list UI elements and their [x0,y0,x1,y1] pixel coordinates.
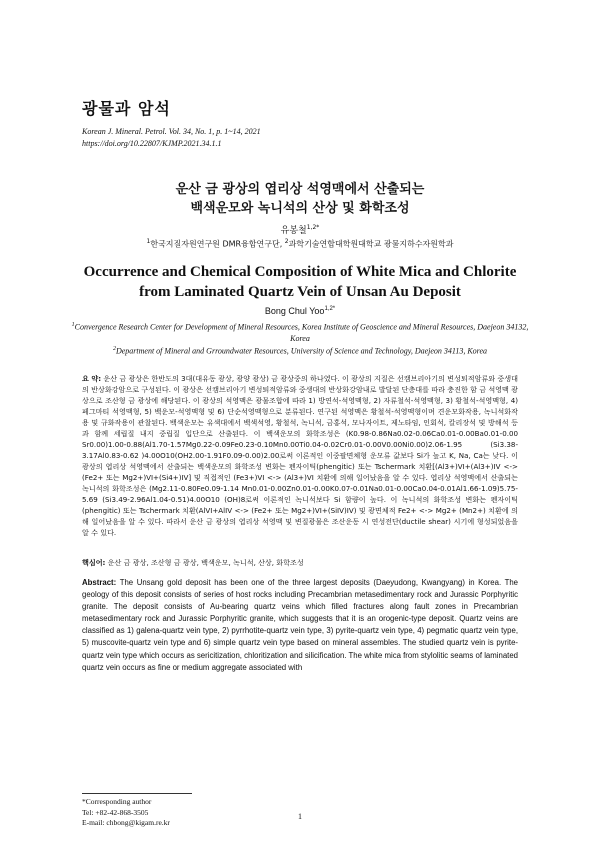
affiliation-english-sup-2: 2 [112,345,116,352]
abstract-korean [82,373,518,538]
author-english-sup: 1,2* [324,306,336,312]
author-korean-sup: 1,2* [306,224,320,231]
footnote-divider [82,793,192,794]
footnote-corresponding: *Corresponding author [82,797,152,806]
keywords-korean-text: 운산 금 광상, 조산형 금 광상, 백색운모, 녹니석, 산상, 화학조성 [107,558,304,567]
author-korean [0,223,600,236]
abstract-korean-label: 요 약: [82,374,102,383]
keywords-korean-label: 핵심어: [82,558,106,567]
affiliation-korean-sup-2: 2 [284,238,289,245]
title-korean [0,180,600,218]
footnote-tel: Tel: +82-42-868-3505 [82,807,149,817]
journal-name: 광물과 암석 [82,99,171,118]
affiliation-english-2: Department of Mineral and Grroundwater Resources, University of Science and Technology, Daejeon 34113, Korea [115,346,488,356]
affiliation-english [70,320,530,356]
title-korean-line-2: 백색운모와 녹니석의 산상 및 화학조성 [190,201,410,216]
abstract-english-text: The Unsang gold deposit has been one of the three largest deposits (Daeyudong, Kwangyang) in Korea. The geology of this deposit consists of series of host rocks including Precambrian metasedimentary rock and Jurassic Porphyritic granite. The deposit consists of Au-bearing quartz veins which filled fractures along fault zones in Precambrian metasedimentary rock and Jurassic Porphyritic granite, which suggests that it is an orogenic-type deposit. Quartz veins are classified as 1) galena-quartz vein type, 2) pyrrhotite-quartz vein type, 3) pyrite-quartz vein type, 4) pegmatic quartz vein type, 5) muscovite-quartz vein type and 6) simple quartz vein type based on mineral assembles. The studied quartz vein is pyrite-quartz vein type which occurs as sericitization, chloritization and silicification. The white mica from stylolitic seams of laminated quartz vein occurs as fine or medium aggregate associated with [82,578,519,672]
title-korean-line-1: 운산 금 광상의 엽리상 석영맥에서 산출되는 [175,182,425,197]
abstract-english [82,577,518,674]
footnote-email[interactable]: E-mail: chbong@kigam.re.kr [82,818,170,827]
affiliation-korean-sup-1: 1 [146,238,151,245]
affiliation-korean-2: 과학기술연합대학원대학교 광물지하수자원학과 [288,239,454,249]
title-english [0,262,600,302]
keywords-korean [82,557,518,568]
affiliation-korean [0,238,600,250]
journal-doi[interactable]: https://doi.org/10.22807/KJMP.2021.34.1.1 [82,139,222,148]
affiliation-english-1-block [70,320,530,344]
page-number: 1 [298,812,302,821]
journal-citation: Korean J. Mineral. Petrol. Vol. 34, No. 1, p. 1~14, 2021 [82,127,261,136]
affiliation-korean-1: 한국지질자원연구원 DMR융합연구단, [150,239,285,249]
journal-citation-block [82,126,261,150]
abstract-korean-text: 운산 금 광상은 한반도의 3대(대유동 광상, 광양 광상) 금 광상중의 하나였다. 이 광상의 지질은 선캠브리아기의 변성퇴적암류와 중생대의 반상화강암으로 구성된다. 이 광상은 선캠브리아기 변성퇴적암류와 중생대의 반상화강암내로 발달된 단층대를 따라 충진한 함 금 석영맥 광상으로 조산형 금 광상에 해당된다. 이 광상의 석영맥은 광물조합에 따라 1) 방연석-석영맥형, 2) 자류철석-석영맥형, 3) 황철석-석영맥형, 4) 페그마티 석영맥형, 5) 백운모-석영맥형 및 6) 단순석영맥형으로 분류된다. 연구된 석영맥은 황철석-석영맥형이며 견운모화작용, 녹니석화작용 및 규화작용이 관찰된다. 백색운모는 유색대에서 백색석영, 황철석, 녹니석, 금홍석, 모나자이트, 제노타임, 인회석, 칼리장석 및 방해석 등과 함께 세립질 내지 중립질 입단으로 산출된다. 이 백색운모의 화학조성은 (K0.98-0.86Na0.02-0.06Ca0.01-0.00Ba0.01-0.00 Sr0.00)1.00-0.88(Al1.70-1.57Mg0.22-0.09Fe0.23-0.10Mn0.00Ti0.04-0.02Cr0.01-0.00V0.00Ni0.00)2.06-1.95 (Si3.38-3.17Al0.83-0.62 )4.00O10(OH2.00-1.91F0.09-0.00)2.00로써 이론적인 이중팔면체형 운모류 값보다 Si가 높고 K, Na, Ca는 낮다. 이 광상의 엽리상 석영맥에서 산출되는 백색운모의 화학조성 변화는 펜자이틱(phengitic) 또는 Tschermark 치환[(Al3+)VI+(Al3+)IV <-> (Fe2+ 또는 Mg2+)VI+(Si4+)IV] 및 직접적인 (Fe3+)VI <-> (Al3+)VI 치환에 의해 일어났음을 알 수 있다. 엽리상 석영맥에서 산출되는 녹니석의 화학조성은 (Mg2.11-0.80Fe0.09-1.14 Mn0.01-0.00Zn0.01-0.00K0.07-0.01Na0.01-0.00Ca0.04-0.01Al1.66-1.09)5.75-5.69 (Si3.49-2.96Al1.04-0.51)4.00O10 (OH)8로써 이론적인 녹니석보다 Si 함량이 높다. 이 녹니석의 화학조성 변화는 펜자이틱(phengitic) 또는 Tschermark 치환(AlVI+AlIV <-> (Fe2+ 또는 Mg2+)VI+(SiIV)IV) 및 광면체적 Fe2+ <-> Mg2+ (Mn2+) 치환에 의해 일어났음을 알 수 있다. 따라서 운산 금 광상의 엽리상 석영맥 및 변질광물은 조산운동 시 연성전단(ductile shear) 시기에 형성되었음을 알 수 있다. [82,374,518,537]
author-korean-name: 유봉철 [280,226,307,236]
affiliation-english-2-block [70,344,530,357]
title-english-line-2: from Laminated Quartz Vein of Unsan Au Deposit [139,284,461,300]
abstract-english-label: Abstract: [82,578,117,587]
affiliation-english-1: Convergence Research Center for Development of Mineral Resources, Korea Institute of Geoscience and Mineral Resources, Daejeon 34132, Korea [74,322,529,343]
affiliation-english-sup-1: 1 [71,322,75,328]
author-english [0,306,600,316]
author-english-name: Bong Chul Yoo [264,306,325,316]
title-english-line-1: Occurrence and Chemical Composition of White Mica and Chlorite [83,264,517,280]
